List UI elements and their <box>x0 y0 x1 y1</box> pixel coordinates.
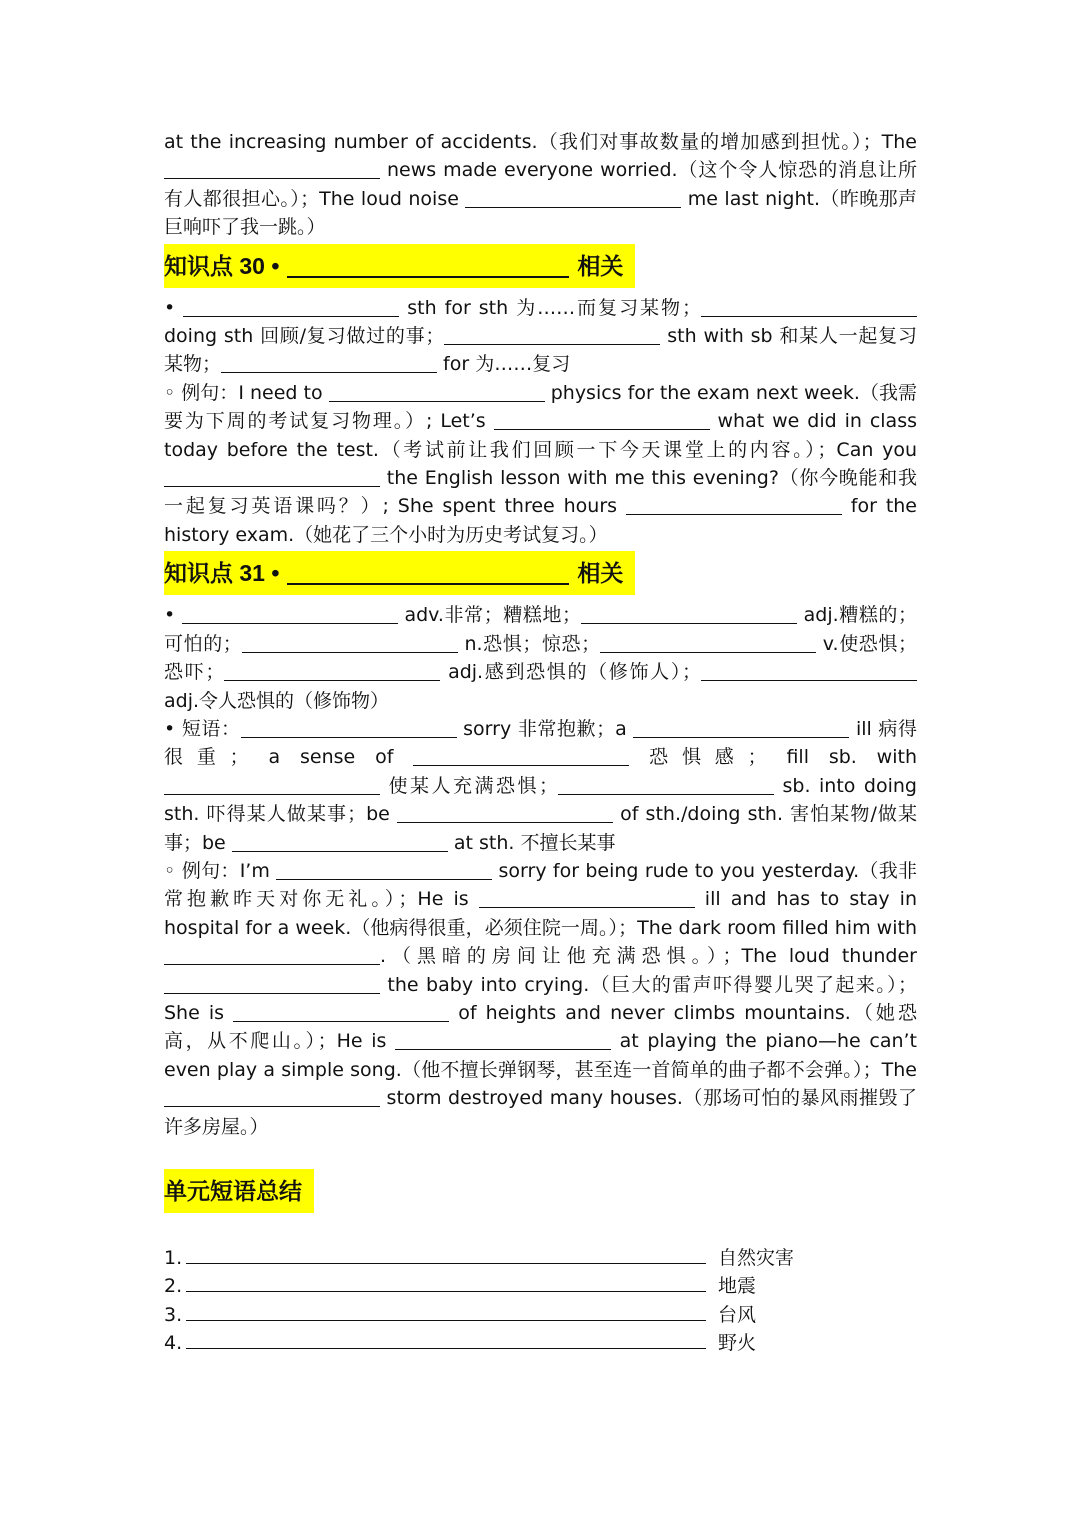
fill-blank[interactable] <box>329 381 545 402</box>
fill-blank[interactable] <box>183 296 399 317</box>
fill-blank[interactable] <box>479 887 695 908</box>
fill-blank[interactable] <box>164 774 380 795</box>
fill-blank[interactable] <box>600 632 816 653</box>
fill-blank[interactable] <box>164 466 380 487</box>
fill-blank[interactable] <box>494 409 710 430</box>
fill-blank[interactable] <box>186 1243 706 1264</box>
list-item: 1. 自然灾害 <box>164 1243 917 1271</box>
fill-blank[interactable] <box>186 1328 706 1349</box>
fill-blank[interactable] <box>224 660 440 681</box>
point30-examples: ◦ 例句：I need to physics for the exam next week.（我需要为下周的考试复习物理。）; Let’s what we did in class today before the test.（考试前让我们回顾一下今天课堂上的内容。）；Can you the English lesson with me this evening?（你今晚能和我一起复习英语课吗？）; She spent three hours for the history exam.（她花了三个小时为历史考试复习。） <box>164 381 918 546</box>
fill-blank[interactable] <box>164 973 380 994</box>
summary-heading <box>164 1169 917 1213</box>
fill-blank[interactable] <box>233 1001 449 1022</box>
list-item: 3. 台风 <box>164 1300 917 1328</box>
phrase-list <box>164 1243 917 1357</box>
point31-phrases: • 短语： sorry 非常抱歉；a ill 病得很重； a sense of 恐惧感； fill sb. with 使某人充满恐惧； sb. into doing sth. 吓得某人做某事；be of sth./doing sth. 害怕某物/做某事；be at sth. 不擅长某事 <box>164 717 918 854</box>
heading-point-31 <box>164 551 917 595</box>
heading-blank[interactable] <box>287 559 569 585</box>
fill-blank[interactable] <box>397 802 613 823</box>
heading-highlight: 知识点 30 • 相关 <box>164 244 635 288</box>
fill-blank[interactable] <box>633 717 849 738</box>
fill-blank[interactable] <box>232 831 448 852</box>
fill-blank[interactable] <box>444 324 660 345</box>
fill-blank[interactable] <box>276 859 492 880</box>
fill-blank[interactable] <box>164 1086 380 1107</box>
point30-definitions: • sth for sth 为……而复习某物；doing sth 回顾/复习做过的事； sth with sb 和某人一起复习某物； for 为……复习 <box>164 296 917 376</box>
fill-blank[interactable] <box>186 1300 706 1321</box>
fill-blank[interactable] <box>242 632 458 653</box>
point31-examples: ◦ 例句：I’m sorry for being rude to you yesterday.（我非常抱歉昨天对你无礼。）；He is ill and has to stay in hospital for a week.（他病得很重，必须住院一周。）；The dark room filled him with .（黑暗的房间让他充满恐惧。）；The loud thunder the baby into crying.（巨大的雷声吓得婴儿哭了起来。）；She is of heights and never climbs mountains.（她恐高，从不爬山。）；He is at playing the piano—he can’t even play a simple song.（他不擅长弹钢琴，甚至连一首简单的曲子都不会弹。）；The storm destroyed many houses.（那场可怕的暴风雨摧毁了许多房屋。） <box>164 859 917 1138</box>
fill-blank[interactable] <box>164 944 380 965</box>
list-item: 2. 地震 <box>164 1271 917 1299</box>
fill-blank[interactable] <box>413 745 629 766</box>
fill-blank[interactable] <box>182 603 398 624</box>
fill-blank[interactable] <box>581 603 797 624</box>
heading-point-30 <box>164 244 917 288</box>
fill-blank[interactable] <box>558 774 774 795</box>
fill-blank[interactable] <box>221 352 437 373</box>
intro-paragraph: at the increasing number of accidents.（我们对事故数量的增加感到担忧。）；The news made everyone worried.（这个令人惊恐的消息让所有人都很担心。）；The loud noise me last night.（昨晚那声巨响吓了我一跳。） <box>164 131 918 239</box>
fill-blank[interactable] <box>701 660 917 681</box>
fill-blank[interactable] <box>395 1029 611 1050</box>
point31-definitions: • adv.非常；糟糕地； adj.糟糕的；可怕的； n.恐惧；惊恐； v.使恐惧；恐吓； adj.感到恐惧的（修饰人）；adj.令人恐惧的（修饰物） <box>164 604 917 712</box>
fill-blank[interactable] <box>465 187 681 208</box>
fill-blank[interactable] <box>241 717 457 738</box>
fill-blank[interactable] <box>186 1271 706 1292</box>
heading-highlight: 知识点 31 • 相关 <box>164 551 635 595</box>
summary-heading-label: 单元短语总结 <box>164 1169 314 1213</box>
heading-blank[interactable] <box>287 252 569 278</box>
fill-blank[interactable] <box>626 494 842 515</box>
list-item: 4. 野火 <box>164 1328 917 1356</box>
fill-blank[interactable] <box>701 296 917 317</box>
fill-blank[interactable] <box>164 158 380 179</box>
worksheet-page <box>164 128 917 1357</box>
